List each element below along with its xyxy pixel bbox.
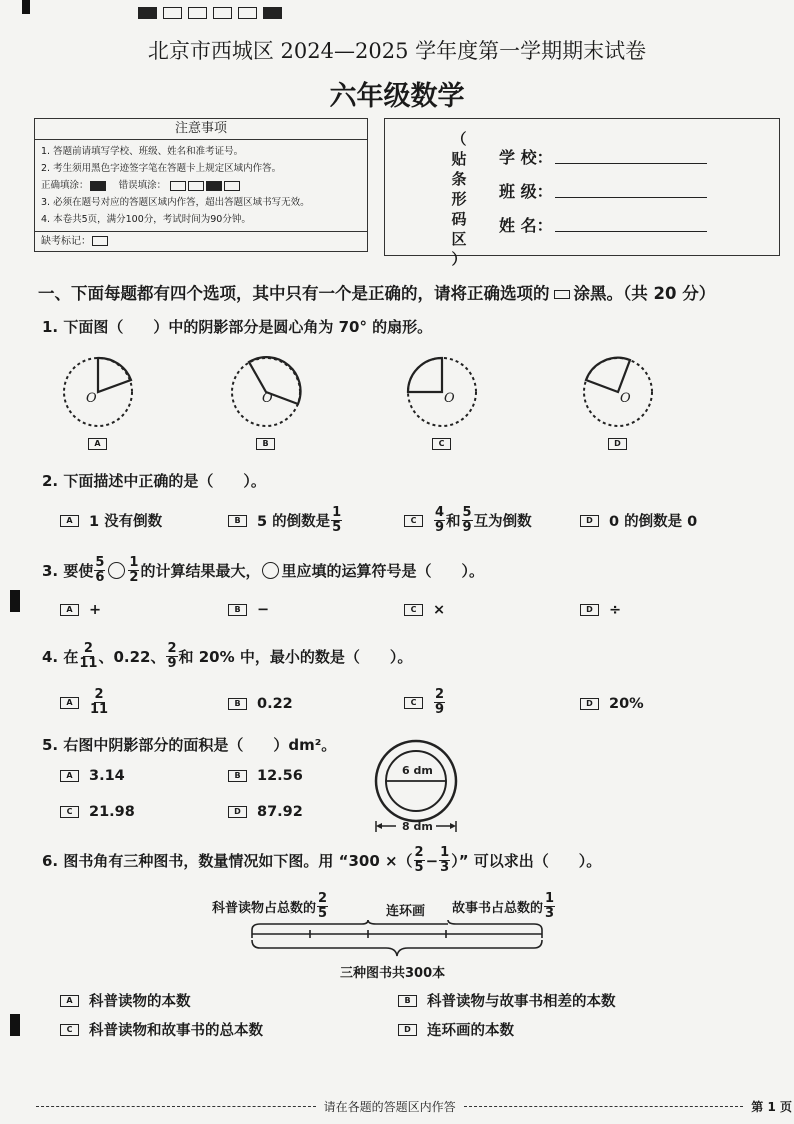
notice-box <box>34 118 368 252</box>
notice-line: 2. 考生须用黑色字迹签字笔在答题卡上规定区域内作答。 <box>41 163 282 174</box>
fill-example-row: 正确填涂： 错误填涂： <box>35 177 367 194</box>
center-label-c: O <box>444 391 455 406</box>
sector-b <box>249 357 301 404</box>
q2-option-b[interactable]: B 5 的倒数是 $\frac{1}{5}$ <box>228 506 343 535</box>
class-field[interactable] <box>555 197 707 198</box>
absent-mark-checkbox[interactable] <box>92 236 108 246</box>
q5-option-c[interactable]: C 21.98 <box>60 804 135 820</box>
correct-fill-icon <box>90 181 106 191</box>
center-label-b: O <box>262 391 273 406</box>
question-2: 2. 下面描述中正确的是（ ）。 <box>42 472 266 490</box>
center-label-d: O <box>620 391 631 406</box>
q3-option-b[interactable]: B − <box>228 602 269 618</box>
q4-option-b[interactable]: B 0.22 <box>228 696 293 712</box>
q4-option-c[interactable]: C $\frac{2}{9}$ <box>404 688 446 717</box>
sector-a <box>98 358 131 392</box>
q5-option-b[interactable]: B 12.56 <box>228 768 303 784</box>
wrong-fill-icon <box>224 181 240 191</box>
outer-diameter-label: 8 dm <box>402 820 433 833</box>
question-1: 1. 下面图（ ）中的阴影部分是圆心角为 70° 的扇形。 <box>42 318 433 336</box>
answer-box-icon <box>554 290 570 299</box>
page-number: 第 1 页 <box>751 1100 793 1114</box>
operator-circle-icon <box>108 562 125 579</box>
school-field[interactable] <box>555 163 707 164</box>
diagram-label-comics: 连环画 <box>386 904 426 919</box>
q6-option-a[interactable]: A 科普读物的本数 <box>60 990 191 1011</box>
q4-option-a[interactable]: A $\frac{2}{11}$ <box>60 688 109 717</box>
operator-circle-icon <box>262 562 279 579</box>
q1-option-d[interactable]: D <box>608 438 637 450</box>
q5-option-d[interactable]: D 87.92 <box>228 804 303 820</box>
barcode-area-label: （ 贴 条 形 码 区 ） <box>451 130 467 268</box>
diagram-total-label: 三种图书共300本 <box>340 966 446 981</box>
ring-figure <box>366 738 466 838</box>
q1-option-c[interactable]: C <box>432 438 461 450</box>
q1-option-a[interactable]: A <box>88 438 117 450</box>
school-label: 学 校： <box>499 148 553 167</box>
q2-option-d[interactable]: D 0 的倒数是 0 <box>580 510 697 531</box>
scan-marker <box>10 1014 20 1036</box>
registration-marks <box>138 2 288 21</box>
q2-option-c[interactable]: C $\frac{4}{9}$ 和 $\frac{5}{9}$ 互为倒数 <box>404 506 532 535</box>
name-field[interactable] <box>555 231 707 232</box>
q6-option-d[interactable]: D 连环画的本数 <box>398 1019 514 1040</box>
inner-diameter-label: 6 dm <box>402 764 433 777</box>
q6-option-c[interactable]: C 科普读物和故事书的总本数 <box>60 1019 263 1040</box>
diagram-label-story: 故事书占总数的 $\frac{1}{3}$ <box>452 891 555 921</box>
scan-marker <box>10 590 20 612</box>
footer-note: 请在各题的答题区内作答 <box>323 1100 456 1114</box>
student-info-box <box>384 118 780 268</box>
diagram-label-science: 科普读物占总数的 $\frac{2}{5}$ <box>212 891 328 921</box>
q5-option-a[interactable]: A 3.14 <box>60 768 125 784</box>
wrong-fill-icon <box>206 181 222 191</box>
notice-heading: 注意事项 <box>35 119 367 140</box>
q2-option-a[interactable]: A 1 没有倒数 <box>60 510 162 531</box>
q1-option-b[interactable]: B <box>256 438 285 450</box>
binding-marker <box>22 0 30 14</box>
exam-title: 北京市西城区 2024—2025 学年度第一学期期末试卷 <box>147 39 647 63</box>
name-label: 姓 名： <box>499 216 553 235</box>
wrong-fill-icon <box>170 181 186 191</box>
question-6: 6. 图书角有三种图书，数量情况如下图。用 “300 ×（ $\frac{2}{5}$ − $\frac{1}{3}$ ）” 可以求出（ ）。 <box>42 845 602 875</box>
q6-option-b[interactable]: B 科普读物与故事书相差的本数 <box>398 990 616 1011</box>
q1-figures <box>50 350 750 460</box>
segment-diagram <box>246 920 550 966</box>
sector-c <box>408 358 442 392</box>
notice-line: 1. 答题前请填写学校、班级、姓名和准考证号。 <box>41 146 244 157</box>
exam-subtitle: 六年级数学 <box>329 81 465 112</box>
wrong-fill-icon <box>188 181 204 191</box>
notice-line: 4. 本卷共5页，满分100分，考试时间为90分钟。 <box>41 214 251 225</box>
sector-d <box>586 358 630 392</box>
class-label: 班 级： <box>499 182 553 201</box>
q4-option-d[interactable]: D 20% <box>580 696 644 712</box>
q3-option-c[interactable]: C × <box>404 602 445 618</box>
question-3: 3. 要使 $\frac{5}{6}$ $\frac{1}{2}$ 的计算结果最大， 里应填的运算符号是（ ）。 <box>42 555 484 585</box>
q3-option-d[interactable]: D ÷ <box>580 602 621 618</box>
question-5: 5. 右图中阴影部分的面积是（ ）dm²。 <box>42 736 337 754</box>
page-footer <box>36 1098 792 1115</box>
absent-mark-row: 缺考标记： <box>35 231 367 251</box>
center-label-a: O <box>86 391 97 406</box>
notice-line: 3. 必须在题号对应的答题区域内作答，超出答题区域书写无效。 <box>41 197 310 208</box>
section-heading: 一、下面每题都有四个选项，其中只有一个是正确的，请将正确选项的 涂黑。（共 20 分） <box>38 284 716 303</box>
question-4: 4. 在 $\frac{2}{11}$ 、0.22、 $\frac{2}{9}$ 和 20% 中，最小的数是（ ）。 <box>42 641 413 671</box>
q3-option-a[interactable]: A + <box>60 602 101 618</box>
